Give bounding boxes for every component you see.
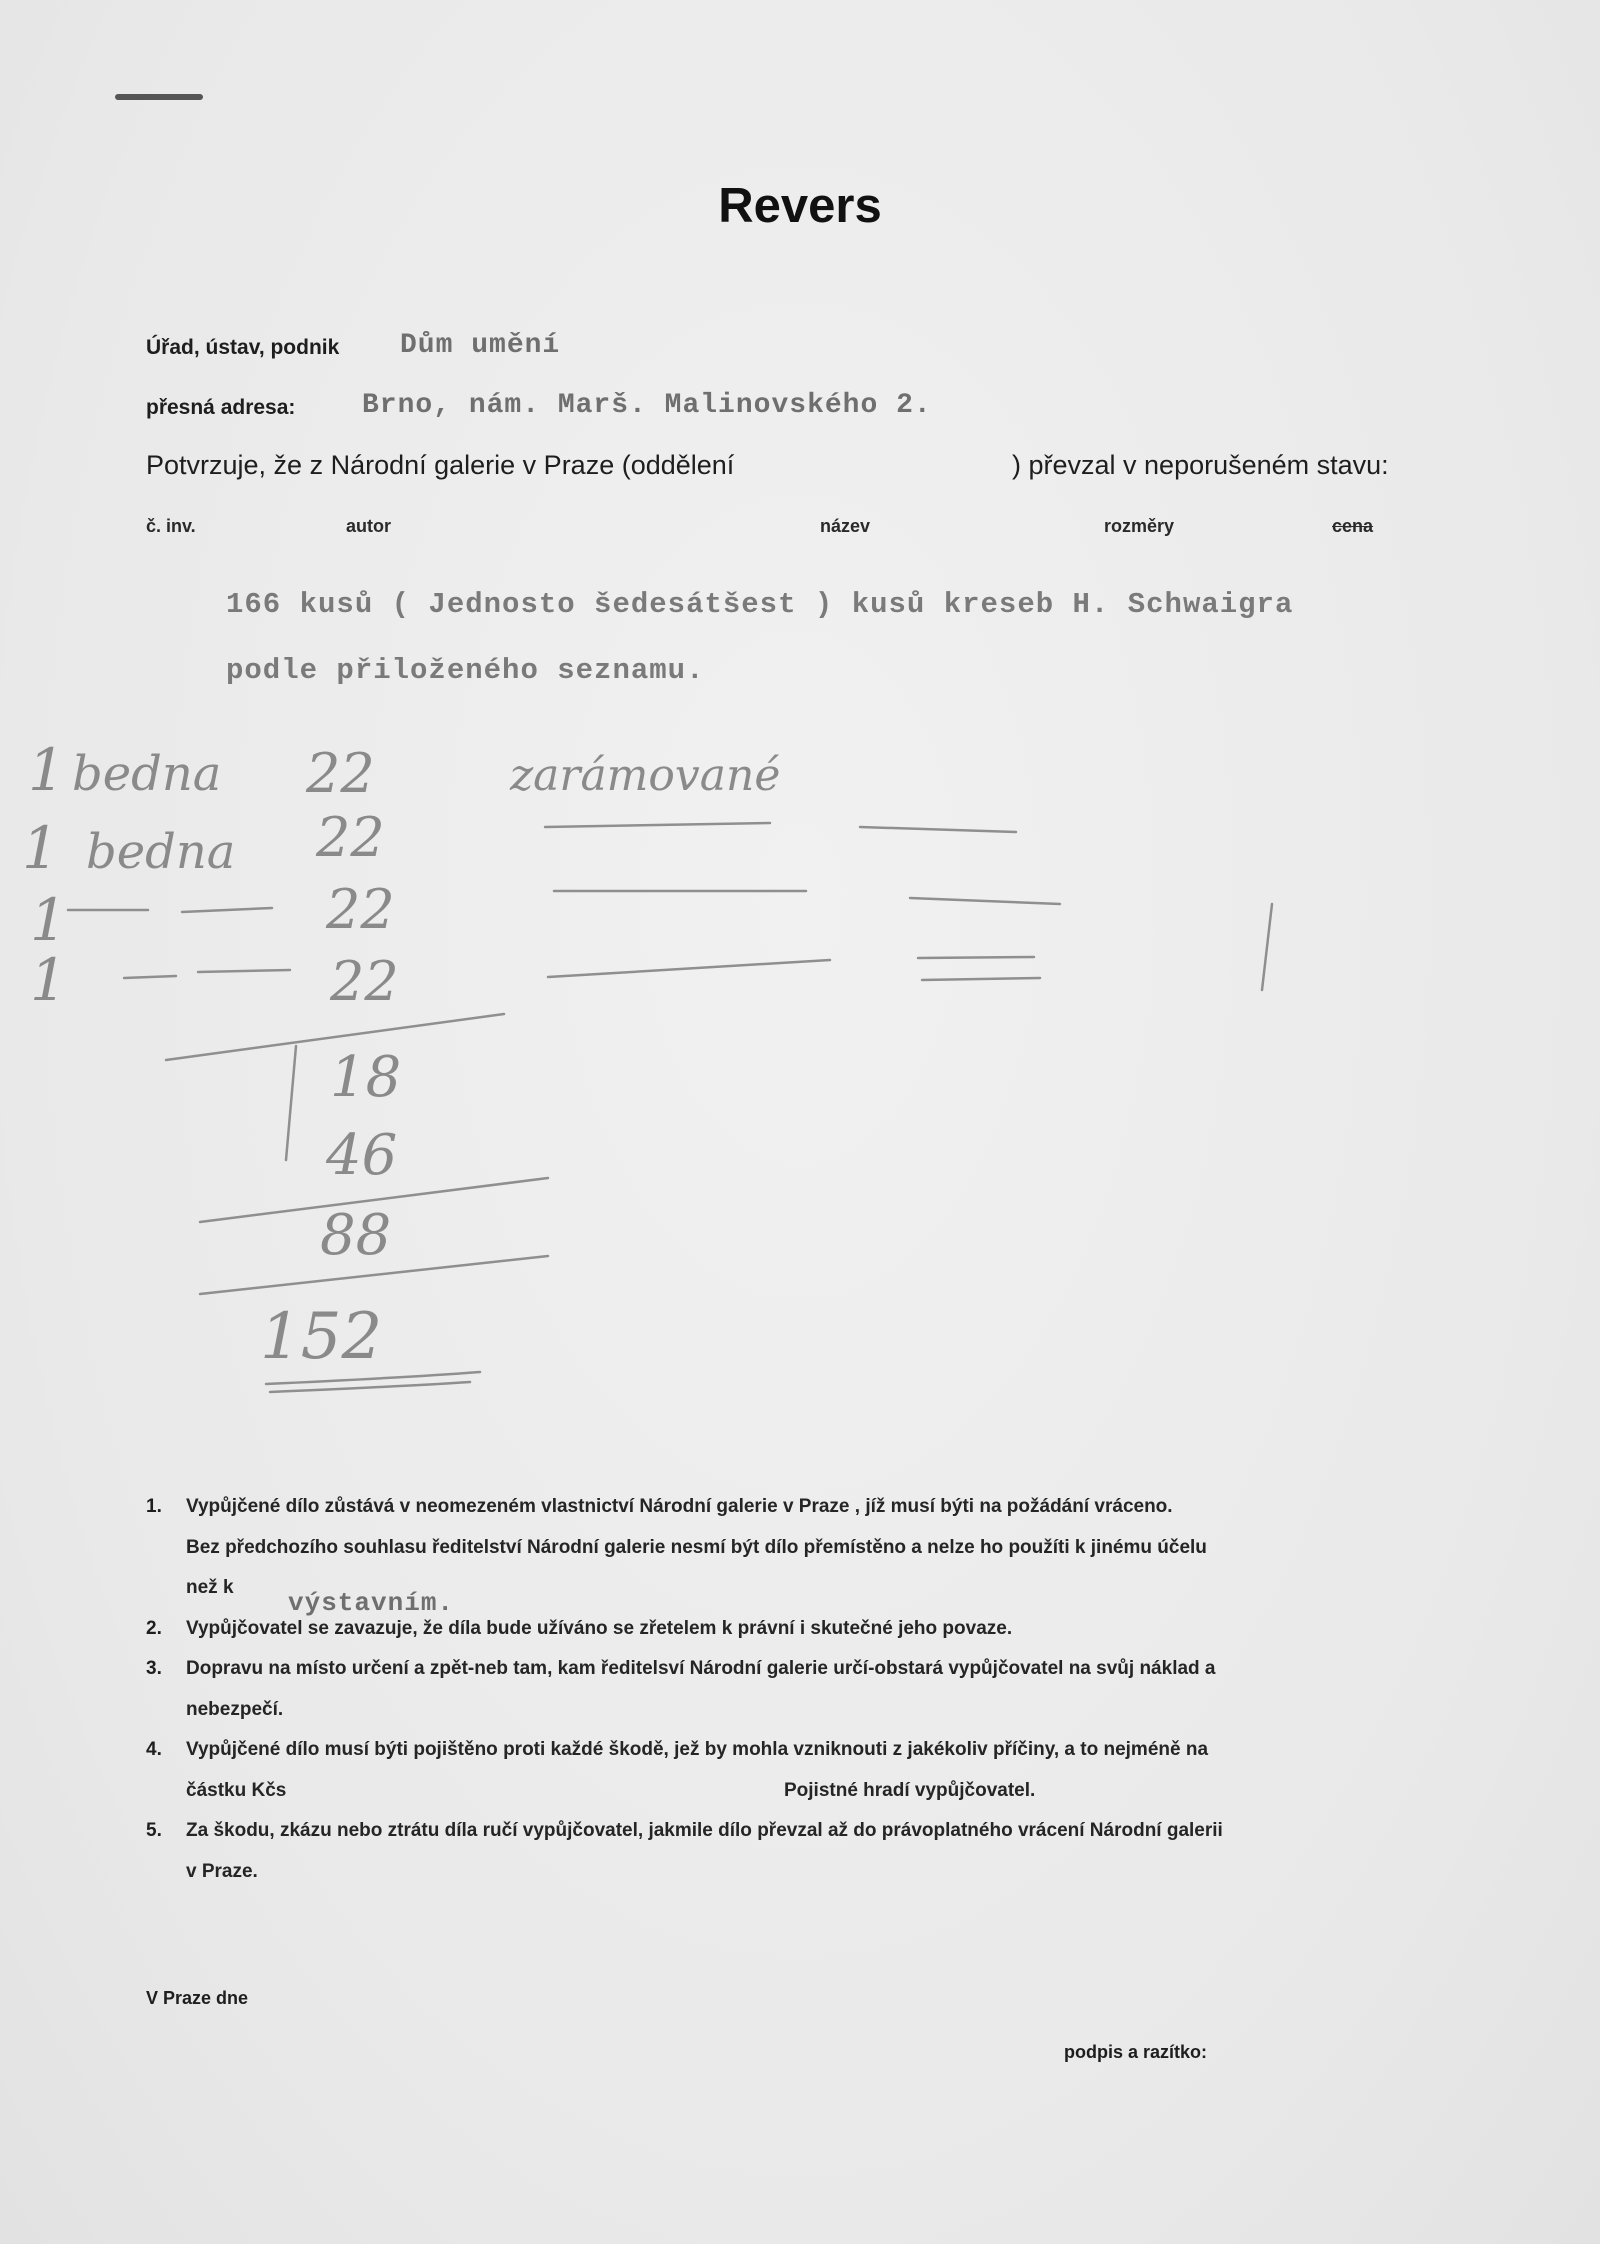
item-line-2: podle přiloženého seznamu. <box>226 654 705 687</box>
hw-row-2-qty: 1 <box>22 814 59 882</box>
condition-1-fill: výstavním. <box>288 1588 455 1618</box>
hw-ditto-dash <box>124 976 176 978</box>
hw-sum-1: 18 <box>330 1045 402 1110</box>
condition-4-number: 4. <box>146 1739 162 1760</box>
condition-3-line-1: Dopravu na místo určení a zpět-neb tam, kam ředitelsví Národní galerie určí-obstará vypůjčovatel na svůj náklad a <box>186 1658 1216 1679</box>
confirm-text-end: ) převzal v neporušeném stavu: <box>1012 450 1389 480</box>
hw-ditto-line <box>545 823 770 827</box>
address-label: přesná adresa: <box>146 396 296 419</box>
column-dimensions: rozměry <box>1104 516 1175 536</box>
condition-5-line-2: v Praze. <box>186 1861 258 1882</box>
page-title: Revers <box>718 179 882 233</box>
condition-4-line-2: částku Kčs <box>186 1780 287 1801</box>
confirm-text-start: Potvrzuje, že z Národní galerie v Praze (oddělení <box>146 450 735 480</box>
condition-2-number: 2. <box>146 1618 162 1639</box>
hw-row-1-note: zarámované <box>510 750 781 801</box>
hw-sum-3: 88 <box>320 1203 392 1268</box>
column-price: cena <box>1332 516 1374 536</box>
condition-3-line-2: nebezpečí. <box>186 1699 284 1720</box>
condition-1-line-3: než k <box>186 1577 234 1598</box>
hw-ditto-dash <box>182 908 272 912</box>
hw-row-1-unit: bedna <box>72 746 222 802</box>
hw-row-1-qty: 1 <box>28 736 65 804</box>
condition-2-line-1: Vypůjčovatel se zavazuje, že díla bude užíváno se zřetelem k právní i skutečné jeho povaze. <box>186 1618 1013 1639</box>
hw-row-2-count: 22 <box>316 806 385 869</box>
address-value: Brno, nám. Marš. Malinovského 2. <box>362 390 932 421</box>
hw-row-1-count: 22 <box>306 742 375 805</box>
hw-row-3-qty: 1 <box>30 886 67 954</box>
hw-row-4-count: 22 <box>330 950 399 1013</box>
column-author: autor <box>346 516 391 536</box>
hw-row-4-qty: 1 <box>30 946 67 1014</box>
hw-ditto-line <box>918 957 1034 958</box>
hw-ditto-line <box>922 978 1040 980</box>
item-line-1: 166 kusů ( Jednosto šedesátšest ) kusů kreseb H. Schwaigra <box>226 588 1294 621</box>
condition-1-number: 1. <box>146 1496 162 1517</box>
hw-ditto-line <box>548 960 830 977</box>
condition-3-number: 3. <box>146 1658 162 1679</box>
condition-4-line-1: Vypůjčené dílo musí býti pojištěno proti každé škodě, jež by mohla vzniknouti z jakékoliv příčiny, a to nejméně na <box>186 1739 1209 1760</box>
signature-label: podpis a razítko: <box>1064 2042 1208 2062</box>
condition-4-insurance: Pojistné hradí vypůjčovatel. <box>784 1780 1036 1801</box>
office-value: Dům umění <box>400 330 561 361</box>
condition-1-line-1: Vypůjčené dílo zůstává v neomezeném vlastnictví Národní galerie v Praze , jíž musí býti na požádání vráceno. <box>186 1496 1173 1517</box>
hw-ditto-line <box>910 898 1060 904</box>
hw-stray-mark <box>1262 904 1272 990</box>
hw-bracket-line <box>286 1046 296 1160</box>
column-inv: č. inv. <box>146 516 196 536</box>
place-date-label: V Praze dne <box>146 1988 249 2008</box>
condition-5-line-1: Za škodu, zkázu nebo ztrátu díla ručí vypůjčovatel, jakmile dílo převzal až do právoplatného vrácení Národní galerii <box>186 1820 1223 1841</box>
hw-ditto-dash <box>198 970 290 972</box>
hw-row-3-count: 22 <box>326 878 395 941</box>
hw-sum-4: 152 <box>260 1300 383 1374</box>
hw-row-2-unit: bedna <box>86 824 236 880</box>
office-label: Úřad, ústav, podnik <box>146 336 340 359</box>
column-title: název <box>820 516 871 536</box>
hw-sum-2: 46 <box>326 1123 398 1188</box>
hw-ditto-line <box>860 827 1016 832</box>
condition-5-number: 5. <box>146 1820 162 1841</box>
condition-1-line-2: Bez předchozího souhlasu ředitelství Národní galerie nesmí být dílo přemístěno a nelze ho použíti k jinému účelu <box>186 1537 1207 1558</box>
